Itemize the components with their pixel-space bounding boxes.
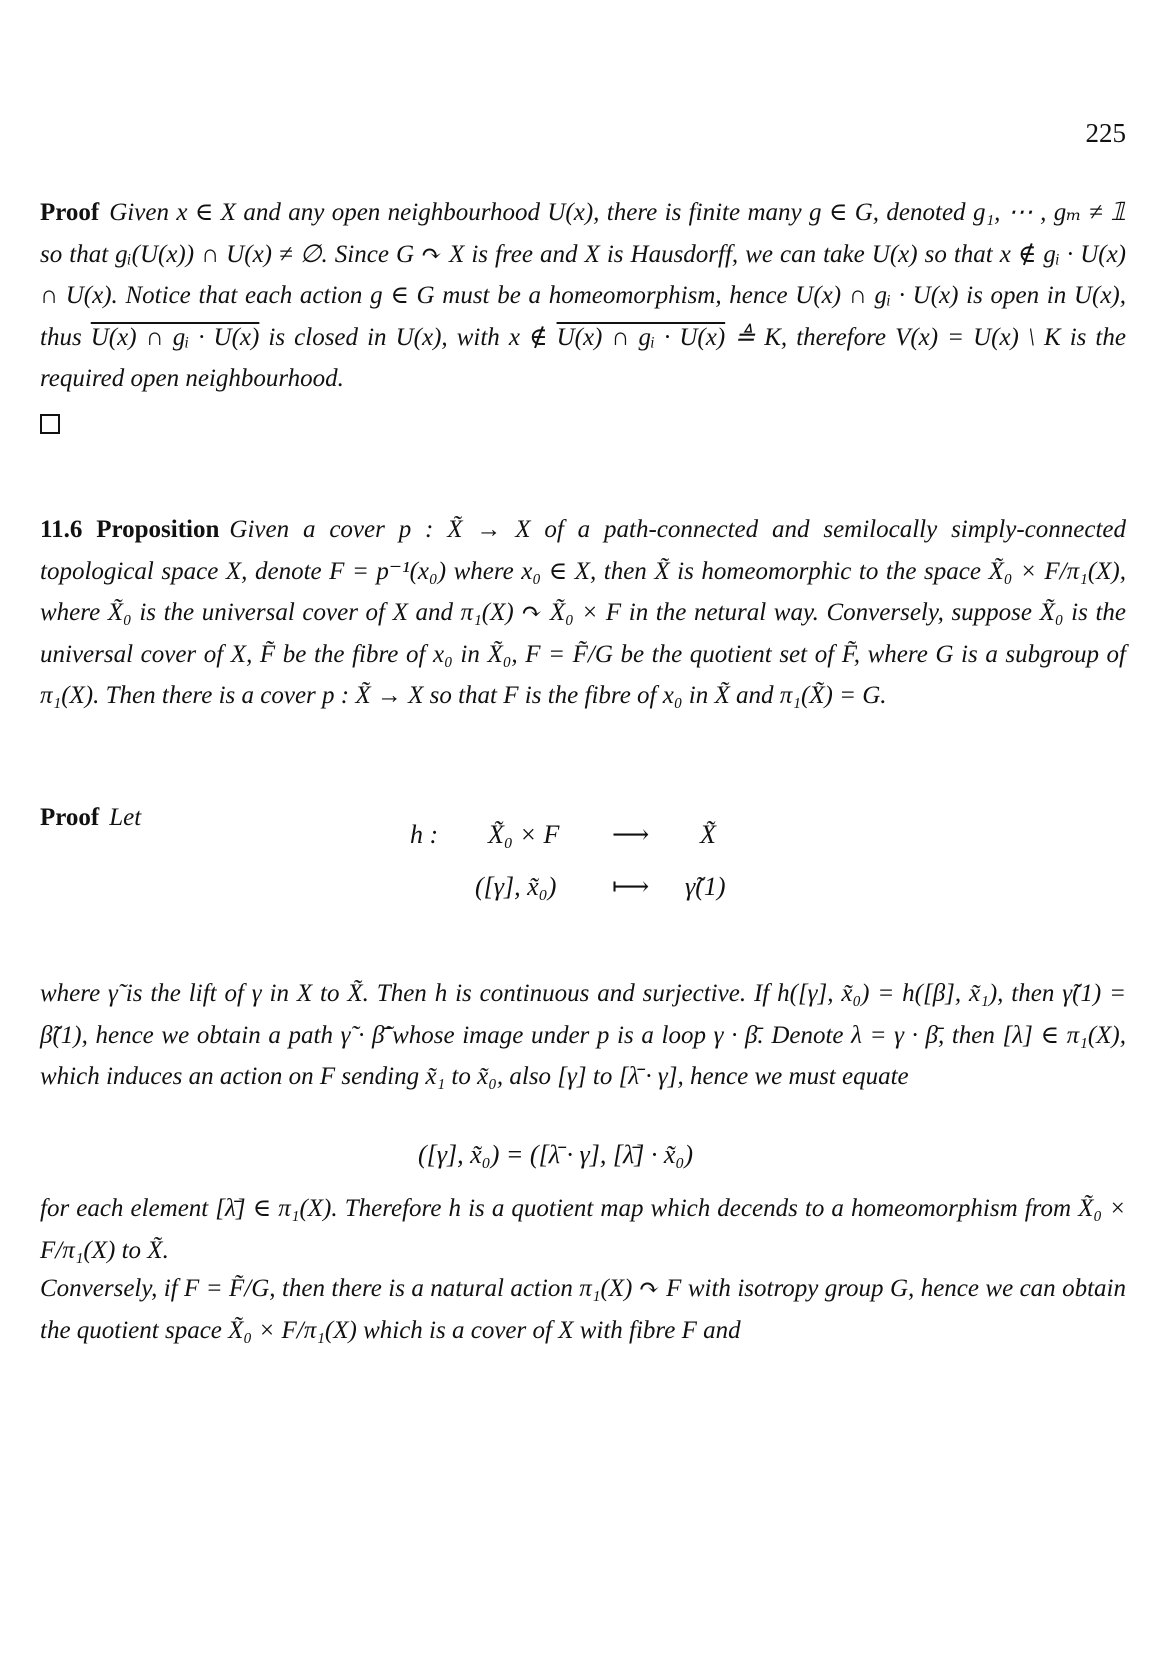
map-element: ([γ], x̃₀): [475, 872, 557, 901]
proof-heading-2: Proof: [40, 804, 100, 831]
map-mapsto: ⟼: [612, 872, 650, 901]
proof-heading: Proof: [40, 199, 100, 226]
proposition-heading: 11.6 Proposition: [40, 516, 220, 543]
page-number: 225: [1085, 118, 1126, 148]
where-paragraph: where γ̃ is the lift of γ in X to X̃. Then h is continuous and surjective. If h([γ], x̃₀) = h([β], x̃₁), then γ̃(1) = β̃(1), hence we obtain a path γ̃ · β̃̄ whose image under p is a loop γ · β̄. Denote λ = γ · β̄, then [λ] ∈ π₁(X), which induces an action on F sending x̃₁ to x̃₀, also [γ] to [λ̄ · γ], hence we must equate: [40, 980, 1126, 1090]
closure-expression-k: U(x) ∩ gᵢ · U(x): [556, 323, 726, 351]
proof-text-continued: is closed in U(x), with x ∉: [268, 323, 548, 351]
map-arrow: ⟶: [612, 820, 650, 849]
proposition-paragraph: [40, 509, 1126, 717]
proof-paragraph: [40, 192, 1126, 441]
map-image: γ̃(1): [685, 872, 726, 901]
foreach-paragraph: for each element [λ̄] ∈ π₁(X). Therefore h is a quotient map which decends to a homeomorphism from X̃₀ × F/π₁(X) to X̃.: [40, 1195, 1126, 1264]
qed-box-icon: [40, 414, 60, 434]
proof-let-text: Let: [109, 804, 142, 831]
map-h-label: h :: [410, 820, 439, 849]
equate-display: ([γ], x̃₀) = ([λ̄ · γ], [λ̄] · x̃₀): [418, 1140, 694, 1169]
map-domain: X̃₀ × F: [488, 820, 560, 849]
closure-expression: U(x) ∩ gᵢ · U(x): [90, 323, 260, 351]
proof-let-line: [40, 797, 1126, 839]
map-codomain: X̃: [700, 820, 716, 849]
proof-text-end: ≜ K, therefore V(x) = U(x) \ K is the required open neighbourhood.: [40, 323, 1126, 392]
proposition-text: Given a cover p : X̃ → X of a path-connected and semilocally simply-connected topological space X, denote F = p⁻¹(x₀) where x₀ ∈ X, then X̃ is homeomorphic to the space X̃₀ × F/π₁(X), where X̃₀ is the universal cover of X and π₁(X) ↷ X̃₀ × F in the netural way. Conversely, suppose X̃₀ is the universal cover of X, F̃ be the fibre of x₀ in X̃₀, F = F̃/G be the quotient set of F̃, where G is a subgroup of π₁(X). Then there is a cover p : X̃ → X so that F is the fibre of x₀ in X̃ and π₁(X̃) = G.: [40, 516, 1126, 709]
proof-text: Given x ∈ X and any open neighbourhood U(x), there is finite many g ∈ G, denoted g₁, ⋯ , gₘ ≠ 𝟙 so that gᵢ(U(x)) ∩ U(x) ≠ ∅. Since G ↷ X is free and X is Hausdorff, we can take U(x) so that x ∉ gᵢ · U(x) ∩ U(x). Notice that each action g ∈ G must be a homeomorphism, hence U(x) ∩ gᵢ · U(x) is open in U(x), thus: [40, 199, 1126, 351]
conversely-paragraph: Conversely, if F = F̃/G, then there is a natural action π₁(X) ↷ F with isotropy group G, hence we can obtain the quotient space X̃₀ × F/π₁(X) which is a cover of X with fibre F and: [40, 1275, 1126, 1344]
